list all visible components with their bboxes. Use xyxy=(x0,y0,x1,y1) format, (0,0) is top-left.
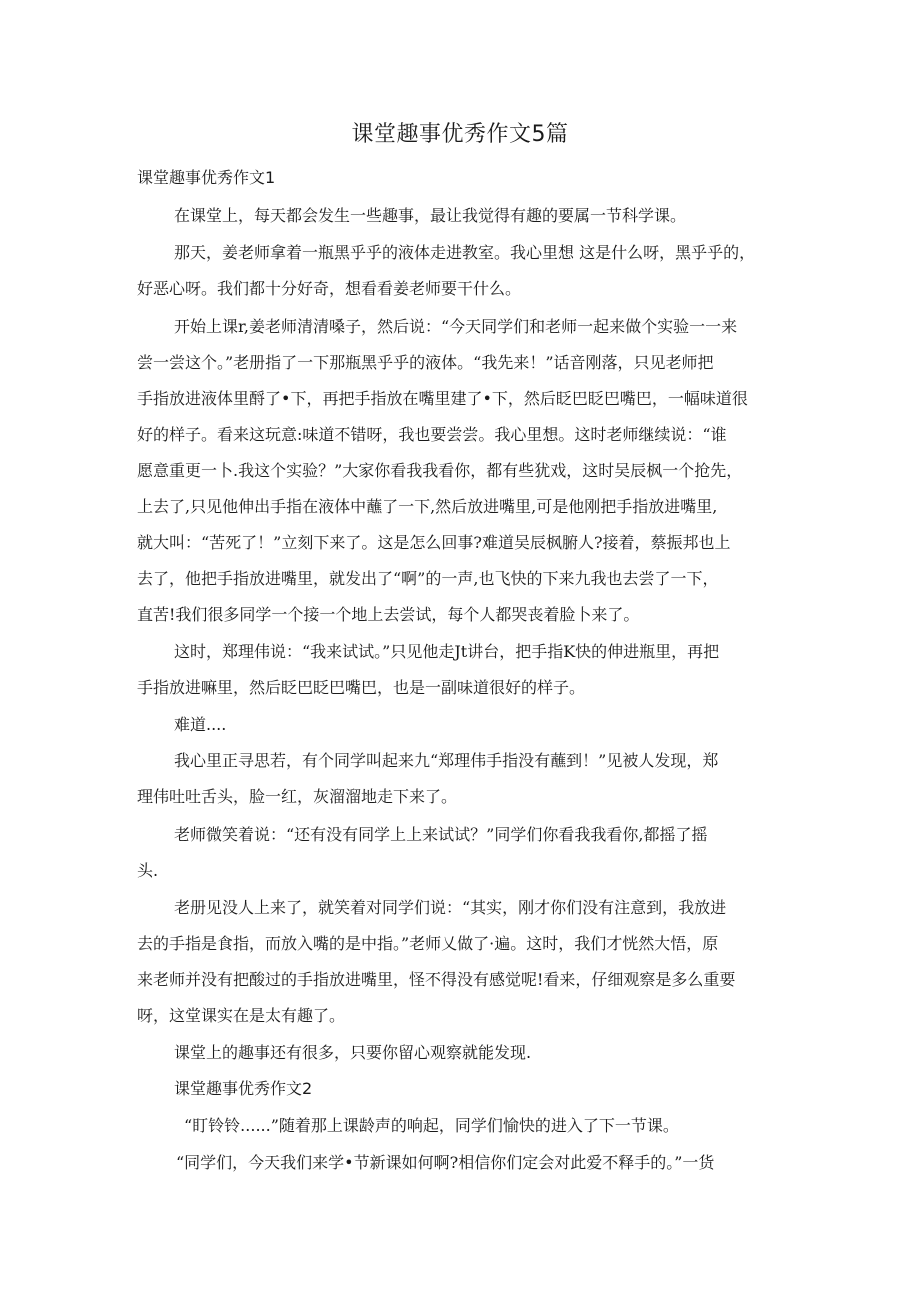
document-title: 课堂趣事优秀作文5篇 xyxy=(351,122,569,147)
text-line: 来老师并没有把酸过的手指放进嘴里，怪不得没有感觉呢!看来，仔细观察是多么重要 xyxy=(137,970,736,989)
text-line: 呀，这堂课实在是太有趣了。 xyxy=(137,1006,346,1025)
text-line: 头. xyxy=(137,861,159,880)
text-line: 手指放进嘛里，然后眨巴眨巴嘴巴，也是一副味道很好的样子。 xyxy=(137,678,586,697)
text-line: 课堂上的趣事还有很多，只要你留心观察就能发现. xyxy=(174,1043,532,1062)
text-line: 去了，他把手指放进嘴里，就发出了“啊”的一声,也飞快的下来九我也去尝了一下， xyxy=(137,569,719,588)
text-line: 我心里正寻思若，有个同学叫起来九“郑理伟手指没有蘸到！”见被人发现，郑 xyxy=(174,751,719,770)
text-line: 去的手指是食指，而放入嘴的是中指。”老师乂做了·遍。这时，我们才恍然大悟，原 xyxy=(137,934,719,953)
text-line: 好的样子。看来这玩意:味道不错呀，我也要尝尝。我心里想。这时老师继续说：“谁 xyxy=(137,425,727,444)
text-line: 老师微笑着说：“还有没有同学上上来试试？”同学们你看我我看你,都摇了摇 xyxy=(174,825,708,844)
text-line: 这时，郑理伟说：“我来试试。”只见他走Jt讲台，把手指K快的伸进瓶里，再把 xyxy=(174,642,720,661)
text-line: 开始上课r,姜老师清清嗓子，然后说：“今天同学们和老师一起来做个实验一一来 xyxy=(174,317,738,336)
text-line: “同学们，今天我们来学•节新课如何啊?相信你们定会对此爱不释手的。”一货 xyxy=(176,1153,715,1172)
text-line: 好恶心呀。我们都十分好奇，想看看姜老师要干什么。 xyxy=(137,279,522,298)
text-line: 就大叫：“苦死了！”立刻下来了。这是怎么回事?难道吴辰枫腑人?接着，蔡振邦也上 xyxy=(137,533,731,552)
text-line: “盯铃铃......”随着那上课龄声的响起，同学们愉快的进入了下一节课。 xyxy=(184,1116,679,1135)
text-line: 老册见没人上来了，就笑着对同学们说：“其实，刚才你们没有注意到，我放进 xyxy=(174,898,727,917)
text-line: 上去了,只见他伸出手指在液体中蘸了一下,然后放进嘴里,可是他刚把手指放进嘴里, xyxy=(137,497,718,516)
text-line: 那天，姜老师拿着一瓶黑乎乎的液体走进教室。我心里想 这是什么呀，黑乎乎的， xyxy=(174,243,756,262)
section-heading-1: 课堂趣事优秀作文1 xyxy=(137,168,276,187)
text-line: 在课堂上，每天都会发生一些趣事，最让我觉得有趣的要属一节科学课。 xyxy=(174,206,687,225)
text-line: 难道.... xyxy=(174,715,227,734)
text-line: 直苦!我们很多同学一个接一个地上去尝试，每个人都哭丧着脸卜来了。 xyxy=(137,605,640,624)
text-line: 手指放进液体里酹了•下，再把手指放在嘴里建了•下，然后眨巴眨巴嘴巴，一幅味道很 xyxy=(137,389,748,408)
text-line: 尝一尝这个。”老册指了一下那瓶黑乎乎的液体。“我先来！”话音刚落，只见老师把 xyxy=(137,353,714,372)
text-line: 愿意重更一卜.我这个实验？”大家你看我我看你，都有些犹戏，这时吴辰枫一个抢先， xyxy=(137,461,743,480)
section-heading-2: 课堂趣事优秀作文2 xyxy=(174,1079,313,1098)
text-line: 理伟吐吐舌头，脸一红，灰溜溜地走下来了。 xyxy=(137,787,458,806)
